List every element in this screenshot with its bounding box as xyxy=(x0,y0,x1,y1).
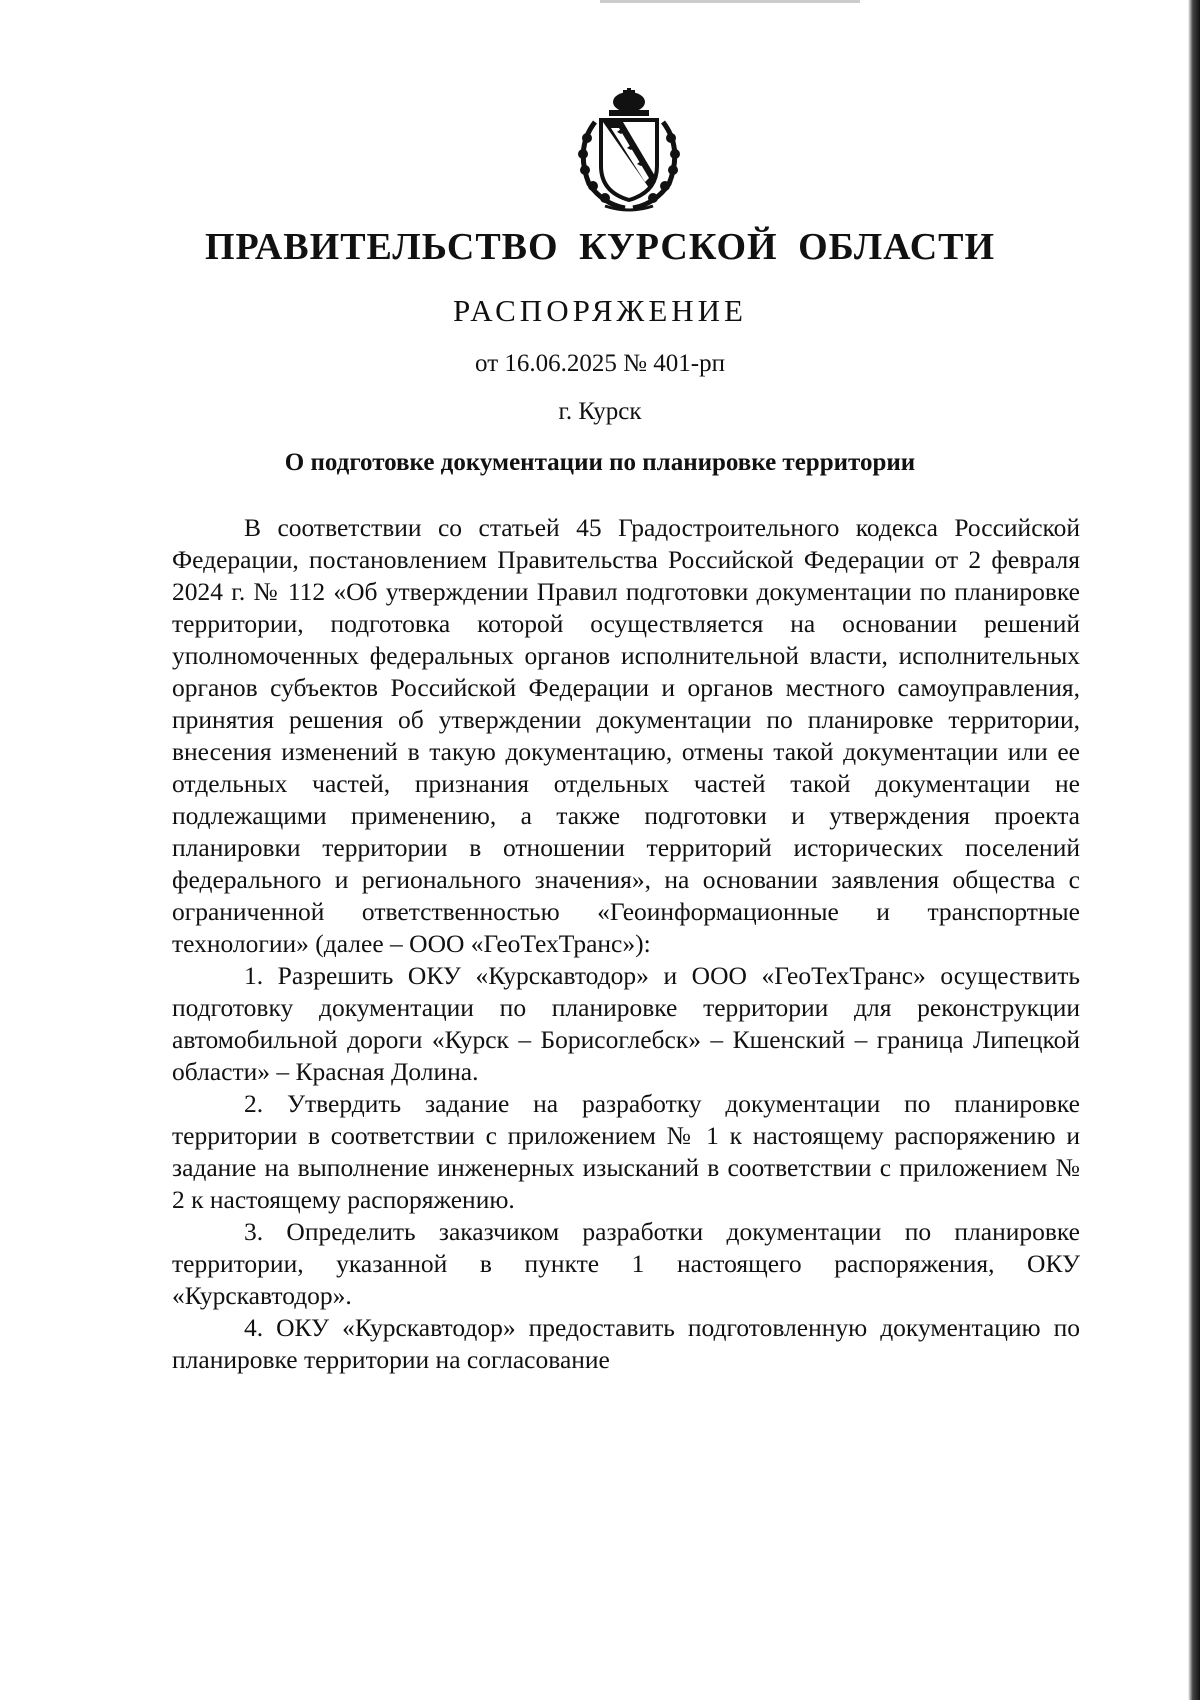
document-subject: О подготовке документации по планировке территории xyxy=(284,449,916,476)
government-title: ПРАВИТЕЛЬСТВО КУРСКОЙ ОБЛАСТИ xyxy=(204,226,996,268)
document-date-number: от 16.06.2025 № 401-рп xyxy=(475,350,725,377)
paragraph-item-3: 3. Определить заказчиком разработки документации по планировке территории, указанной в пункте 1 настоящего распоряжения, ОКУ «Курскавтодор». xyxy=(172,1217,1080,1310)
document-body xyxy=(172,512,1080,1376)
paragraph-preamble: В соответствии со статьей 45 Градостроительного кодекса Российской Федерации, постановлением Правительства Российской Федерации от 2 февраля 2024 г. № 112 «Об утверждении Правил подготовки документации по планировке территории, подготовка которой осуществляется на основании решений уполномоченных федеральных органов исполнительной власти, исполнительных органов субъектов Российской Федерации и органов местного самоуправления, принятия решения об утверждении документации по планировке территории, внесения изменений в такую документацию, отмены такой документации или ее отдельных частей, признания отдельных частей такой документации не подлежащими применению, а также подготовки и утверждения проекта планировки территории в отношении территорий исторических поселений федерального и регионального значения», на основании заявления общества с ограниченной ответственностью «Геоинформационные и транспортные технологии» (далее – ООО «ГеоТехТранс»): xyxy=(172,513,1080,958)
scan-artifact-top xyxy=(600,0,860,3)
kursk-coat-of-arms-icon xyxy=(565,88,693,214)
paragraph-item-1: 1. Разрешить ОКУ «Курскавтодор» и ООО «ГеоТехТранс» осуществить подготовку документации по планировке территории для реконструкции автомобильной дороги «Курск – Борисоглебск» – Кшенский – граница Липецкой области» – Красная Долина. xyxy=(172,961,1080,1086)
document-type: РАСПОРЯЖЕНИЕ xyxy=(453,293,747,328)
document-city: г. Курск xyxy=(558,398,642,425)
paragraph-item-2: 2. Утвердить задание на разработку документации по планировке территории в соответствии с приложением № 1 к настоящему распоряжению и задание на выполнение инженерных изысканий в соответствии с приложением № 2 к настоящему распоряжению. xyxy=(172,1089,1080,1214)
paragraph-item-4: 4. ОКУ «Курскавтодор» предоставить подготовленную документацию по планировке территории на согласование xyxy=(172,1313,1080,1374)
